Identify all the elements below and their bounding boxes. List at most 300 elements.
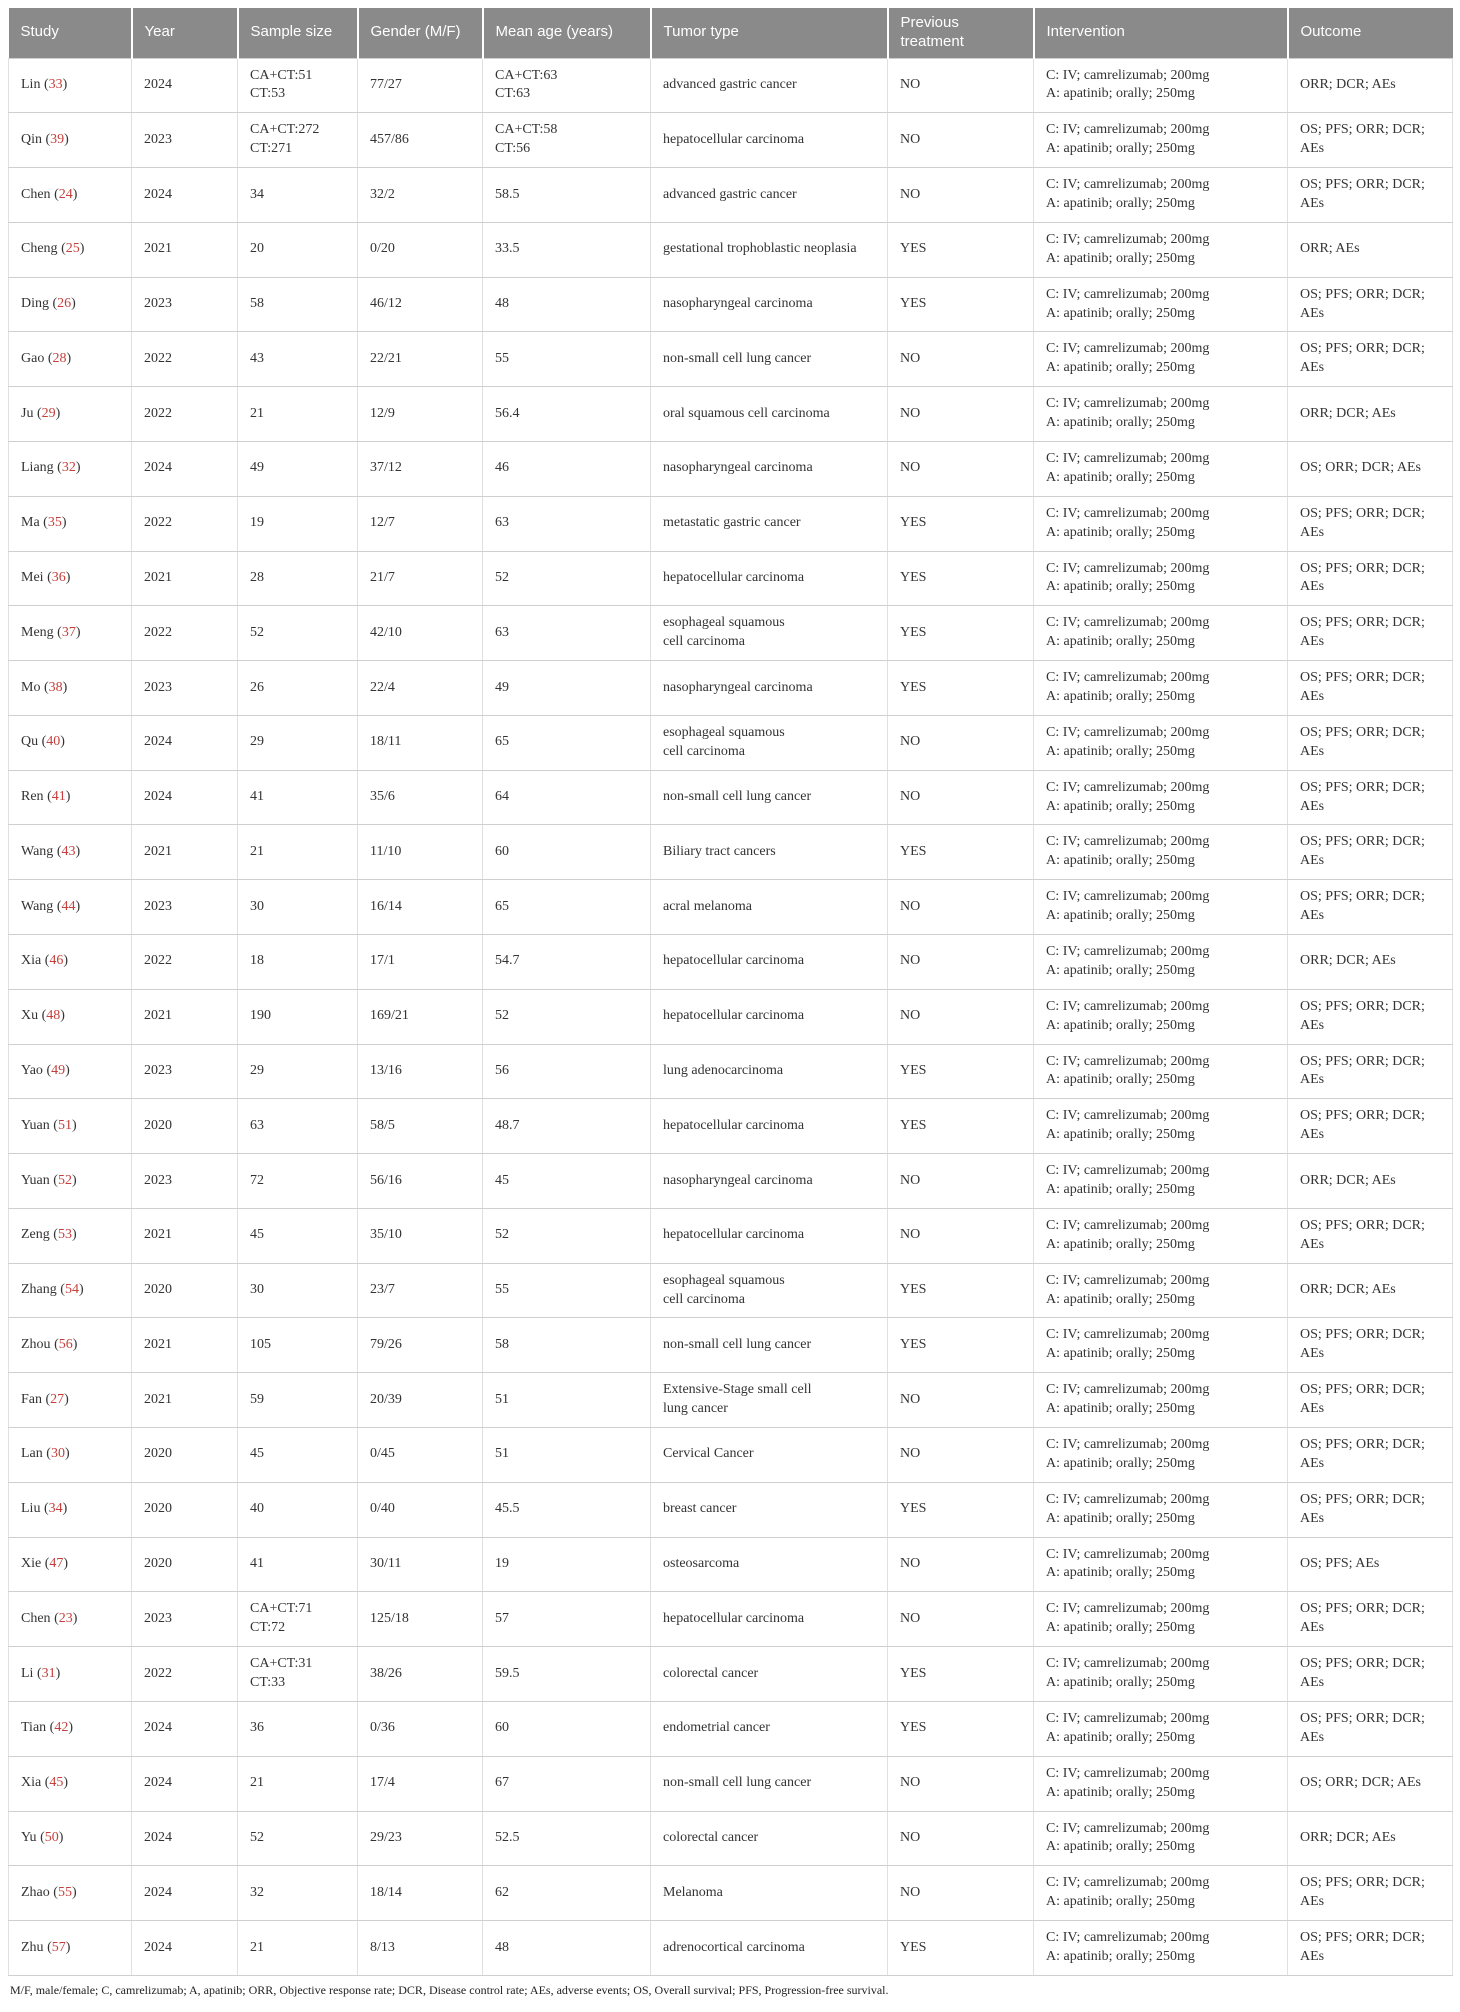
citation-link[interactable]: 48 (46, 1008, 61, 1024)
citation-link[interactable]: 30 (50, 1446, 65, 1462)
cell-previous: NO (888, 1537, 1034, 1592)
cell-outcome: OS; PFS; ORR; DCR; AEs (1288, 1208, 1453, 1263)
cell-tumor: esophageal squamous cell carcinoma (651, 715, 888, 770)
cell-age: 55 (483, 332, 651, 387)
cell-sample: 34 (238, 168, 358, 223)
study-name: Tian (21, 1720, 47, 1736)
cell-age: CA+CT:58 CT:56 (483, 113, 651, 168)
col-header-intervention: Intervention (1034, 8, 1288, 58)
cell-gender: 32/2 (358, 168, 483, 223)
table-row (9, 1263, 1453, 1318)
study-name: Qin (21, 131, 42, 147)
study-name: Liu (21, 1501, 41, 1517)
cell-outcome: OS; ORR; DCR; AEs (1288, 441, 1453, 496)
cell-intervention: C: IV; camrelizumab; 200mg A: apatinib; orally; 250mg (1034, 1756, 1288, 1811)
cell-gender: 30/11 (358, 1537, 483, 1592)
cell-tumor: Melanoma (651, 1866, 888, 1921)
study-name: Chen (21, 186, 51, 202)
citation-link[interactable]: 35 (47, 515, 62, 531)
cell-year: 2023 (132, 113, 238, 168)
cell-gender: 125/18 (358, 1592, 483, 1647)
cell-intervention: C: IV; camrelizumab; 200mg A: apatinib; orally; 250mg (1034, 496, 1288, 551)
cell-age: 58.5 (483, 168, 651, 223)
cell-gender: 23/7 (358, 1263, 483, 1318)
study-name: Mei (21, 569, 44, 585)
citation-link[interactable]: 55 (57, 1884, 72, 1900)
citation-link[interactable]: 46 (49, 953, 64, 969)
cell-age: 58 (483, 1318, 651, 1373)
cell-age: 59.5 (483, 1647, 651, 1702)
cell-tumor: advanced gastric cancer (651, 168, 888, 223)
cell-gender: 457/86 (358, 113, 483, 168)
cell-outcome: OS; PFS; ORR; DCR; AEs (1288, 1044, 1453, 1099)
header-row (9, 8, 1453, 58)
cell-outcome: ORR; DCR; AEs (1288, 58, 1453, 113)
cell-sample: 190 (238, 989, 358, 1044)
cell-year: 2023 (132, 1154, 238, 1209)
table-row (9, 1537, 1453, 1592)
cell-year: 2023 (132, 1592, 238, 1647)
cell-tumor: non-small cell lung cancer (651, 1318, 888, 1373)
citation-link[interactable]: 45 (49, 1775, 64, 1791)
cell-year: 2020 (132, 1099, 238, 1154)
cell-age: 45 (483, 1154, 651, 1209)
citation-link[interactable]: 50 (44, 1829, 59, 1845)
cell-outcome: OS; PFS; ORR; DCR; AEs (1288, 770, 1453, 825)
cell-intervention: C: IV; camrelizumab; 200mg A: apatinib; orally; 250mg (1034, 222, 1288, 277)
table-row (9, 1482, 1453, 1537)
table-row (9, 715, 1453, 770)
cell-previous: NO (888, 1208, 1034, 1263)
cell-age: 63 (483, 606, 651, 661)
cell-gender: 169/21 (358, 989, 483, 1044)
citation-link[interactable]: 23 (58, 1610, 73, 1626)
cell-intervention: C: IV; camrelizumab; 200mg A: apatinib; orally; 250mg (1034, 1428, 1288, 1483)
cell-intervention: C: IV; camrelizumab; 200mg A: apatinib; orally; 250mg (1034, 989, 1288, 1044)
citation-link[interactable]: 25 (65, 241, 80, 257)
citation-link[interactable]: 51 (57, 1117, 72, 1133)
cell-year: 2024 (132, 1811, 238, 1866)
cell-tumor: nasopharyngeal carcinoma (651, 1154, 888, 1209)
study-name: Gao (21, 350, 45, 366)
citation-link[interactable]: 28 (52, 350, 67, 366)
table-row (9, 1428, 1453, 1483)
cell-age: 55 (483, 1263, 651, 1318)
cell-age: 52 (483, 1208, 651, 1263)
col-header-mean-age: Mean age (years) (483, 8, 651, 58)
cell-year: 2022 (132, 1647, 238, 1702)
cell-gender: 8/13 (358, 1921, 483, 1976)
citation-link[interactable]: 56 (58, 1336, 73, 1352)
cell-year: 2022 (132, 387, 238, 442)
cell-previous: NO (888, 715, 1034, 770)
cell-intervention: C: IV; camrelizumab; 200mg A: apatinib; orally; 250mg (1034, 1537, 1288, 1592)
cell-sample: 29 (238, 715, 358, 770)
citation-link[interactable]: 44 (61, 898, 76, 914)
cell-previous: NO (888, 935, 1034, 990)
cell-previous: NO (888, 1811, 1034, 1866)
cell-sample: 63 (238, 1099, 358, 1154)
cell-age: 48 (483, 1921, 651, 1976)
cell-sample: 21 (238, 825, 358, 880)
study-name: Zeng (21, 1227, 50, 1243)
cell-tumor: Biliary tract cancers (651, 825, 888, 880)
study-name: Chen (21, 1610, 51, 1626)
study-name: Zhou (21, 1336, 51, 1352)
cell-study: Zhang (54) (9, 1263, 132, 1318)
cell-age: 52.5 (483, 1811, 651, 1866)
cell-outcome: OS; PFS; ORR; DCR; AEs (1288, 1373, 1453, 1428)
cell-study: Fan (27) (9, 1373, 132, 1428)
cell-age: 65 (483, 880, 651, 935)
cell-gender: 58/5 (358, 1099, 483, 1154)
study-name: Xia (21, 1775, 42, 1791)
cell-year: 2022 (132, 496, 238, 551)
cell-previous: NO (888, 1756, 1034, 1811)
citation-link[interactable]: 27 (50, 1391, 65, 1407)
citation-link[interactable]: 39 (50, 131, 65, 147)
study-name: Zhu (21, 1939, 44, 1955)
cell-age: 65 (483, 715, 651, 770)
study-name: Wang (21, 843, 54, 859)
cell-year: 2024 (132, 715, 238, 770)
study-name: Zhao (21, 1884, 50, 1900)
citation-link[interactable]: 57 (51, 1939, 66, 1955)
cell-gender: 16/14 (358, 880, 483, 935)
citation-link[interactable]: 49 (51, 1063, 66, 1078)
cell-previous: NO (888, 989, 1034, 1044)
cell-intervention: C: IV; camrelizumab; 200mg A: apatinib; orally; 250mg (1034, 1866, 1288, 1921)
cell-previous: NO (888, 1866, 1034, 1921)
cell-outcome: OS; ORR; DCR; AEs (1288, 1756, 1453, 1811)
cell-tumor: Cervical Cancer (651, 1428, 888, 1483)
study-name: Ma (21, 515, 40, 531)
cell-previous: NO (888, 58, 1034, 113)
cell-intervention: C: IV; camrelizumab; 200mg A: apatinib; orally; 250mg (1034, 58, 1288, 113)
cell-age: 67 (483, 1756, 651, 1811)
cell-gender: 18/14 (358, 1866, 483, 1921)
table-row (9, 1154, 1453, 1209)
cell-sample: 43 (238, 332, 358, 387)
cell-outcome: ORR; DCR; AEs (1288, 935, 1453, 990)
cell-tumor: breast cancer (651, 1482, 888, 1537)
cell-outcome: OS; PFS; ORR; DCR; AEs (1288, 1921, 1453, 1976)
table-row (9, 441, 1453, 496)
cell-tumor: advanced gastric cancer (651, 58, 888, 113)
cell-sample: CA+CT:272 CT:271 (238, 113, 358, 168)
cell-gender: 13/16 (358, 1044, 483, 1099)
cell-previous: YES (888, 551, 1034, 606)
cell-study: Lin (33) (9, 58, 132, 113)
cell-intervention: C: IV; camrelizumab; 200mg A: apatinib; orally; 250mg (1034, 1373, 1288, 1428)
study-name: Ju (21, 405, 34, 421)
cell-study: Zhu (57) (9, 1921, 132, 1976)
cell-previous: YES (888, 825, 1034, 880)
cell-previous: YES (888, 1318, 1034, 1373)
cell-age: 63 (483, 496, 651, 551)
cell-age: 60 (483, 825, 651, 880)
table-row (9, 1756, 1453, 1811)
cell-intervention: C: IV; camrelizumab; 200mg A: apatinib; orally; 250mg (1034, 168, 1288, 223)
cell-outcome: OS; PFS; ORR; DCR; AEs (1288, 661, 1453, 716)
cell-study: Ma (35) (9, 496, 132, 551)
cell-gender: 17/4 (358, 1756, 483, 1811)
table-row (9, 1701, 1453, 1756)
cell-study: Yuan (51) (9, 1099, 132, 1154)
col-header-year: Year (132, 8, 238, 58)
cell-intervention: C: IV; camrelizumab; 200mg A: apatinib; orally; 250mg (1034, 332, 1288, 387)
cell-gender: 56/16 (358, 1154, 483, 1209)
cell-sample: 45 (238, 1208, 358, 1263)
cell-study: Lan (30) (9, 1428, 132, 1483)
study-name: Lin (21, 76, 41, 92)
cell-previous: YES (888, 277, 1034, 332)
cell-study: Zhou (56) (9, 1318, 132, 1373)
study-name: Xia (21, 953, 42, 969)
table-row (9, 825, 1453, 880)
study-name: Qu (21, 734, 39, 750)
citation-link[interactable]: 54 (64, 1282, 79, 1298)
cell-sample: 105 (238, 1318, 358, 1373)
citation-link[interactable]: 47 (49, 1556, 64, 1572)
citation-link[interactable]: 43 (61, 843, 76, 859)
cell-outcome: ORR; DCR; AEs (1288, 387, 1453, 442)
cell-year: 2024 (132, 441, 238, 496)
cell-outcome: ORR; AEs (1288, 222, 1453, 277)
table-row (9, 1373, 1453, 1428)
cell-age: 60 (483, 1701, 651, 1756)
cell-age: 45.5 (483, 1482, 651, 1537)
citation-link[interactable]: 38 (48, 679, 63, 695)
cell-tumor: hepatocellular carcinoma (651, 1099, 888, 1154)
cell-tumor: hepatocellular carcinoma (651, 989, 888, 1044)
table-row (9, 661, 1453, 716)
cell-gender: 0/36 (358, 1701, 483, 1756)
cell-study: Qu (40) (9, 715, 132, 770)
cell-gender: 18/11 (358, 715, 483, 770)
cell-previous: YES (888, 1263, 1034, 1318)
cell-year: 2021 (132, 551, 238, 606)
cell-age: 57 (483, 1592, 651, 1647)
cell-year: 2021 (132, 1373, 238, 1428)
cell-tumor: oral squamous cell carcinoma (651, 387, 888, 442)
cell-year: 2024 (132, 58, 238, 113)
citation-link[interactable]: 36 (51, 569, 66, 585)
cell-sample: CA+CT:51 CT:53 (238, 58, 358, 113)
cell-sample: 72 (238, 1154, 358, 1209)
cell-study: Ju (29) (9, 387, 132, 442)
cell-study: Ding (26) (9, 277, 132, 332)
study-name: Xu (21, 1008, 39, 1024)
cell-tumor: hepatocellular carcinoma (651, 113, 888, 168)
cell-gender: 42/10 (358, 606, 483, 661)
studies-table (8, 8, 1453, 1976)
cell-outcome: OS; PFS; ORR; DCR; AEs (1288, 1428, 1453, 1483)
cell-outcome: OS; PFS; ORR; DCR; AEs (1288, 1701, 1453, 1756)
citation-link[interactable]: 26 (57, 296, 72, 312)
cell-intervention: C: IV; camrelizumab; 200mg A: apatinib; orally; 250mg (1034, 1208, 1288, 1263)
study-name: Ding (21, 296, 49, 312)
cell-year: 2021 (132, 989, 238, 1044)
table-row (9, 1592, 1453, 1647)
cell-study: Mo (38) (9, 661, 132, 716)
cell-study: Yao (49) (9, 1044, 132, 1099)
cell-gender: 37/12 (358, 441, 483, 496)
cell-year: 2022 (132, 332, 238, 387)
cell-gender: 12/7 (358, 496, 483, 551)
cell-study: Chen (23) (9, 1592, 132, 1647)
col-header-gender: Gender (M/F) (358, 8, 483, 58)
table-row (9, 277, 1453, 332)
study-name: Zhang (21, 1282, 57, 1298)
cell-study: Xu (48) (9, 989, 132, 1044)
cell-previous: NO (888, 168, 1034, 223)
cell-outcome: OS; PFS; ORR; DCR; AEs (1288, 825, 1453, 880)
study-name: Wang (21, 898, 54, 914)
cell-sample: 30 (238, 880, 358, 935)
cell-sample: 40 (238, 1482, 358, 1537)
cell-sample: 20 (238, 222, 358, 277)
cell-tumor: non-small cell lung cancer (651, 1756, 888, 1811)
cell-sample: 19 (238, 496, 358, 551)
table-row (9, 989, 1453, 1044)
cell-gender: 21/7 (358, 551, 483, 606)
cell-gender: 0/20 (358, 222, 483, 277)
cell-sample: 28 (238, 551, 358, 606)
cell-year: 2023 (132, 277, 238, 332)
citation-link[interactable]: 31 (41, 1665, 56, 1681)
citation-link[interactable]: 32 (61, 460, 76, 476)
table-row (9, 1811, 1453, 1866)
citation-link[interactable]: 40 (46, 734, 61, 750)
citation-link[interactable]: 33 (48, 76, 63, 92)
table-row (9, 168, 1453, 223)
cell-intervention: C: IV; camrelizumab; 200mg A: apatinib; orally; 250mg (1034, 1318, 1288, 1373)
cell-previous: YES (888, 1044, 1034, 1099)
cell-outcome: OS; PFS; ORR; DCR; AEs (1288, 989, 1453, 1044)
cell-tumor: acral melanoma (651, 880, 888, 935)
cell-previous: YES (888, 1647, 1034, 1702)
cell-year: 2023 (132, 880, 238, 935)
cell-gender: 35/6 (358, 770, 483, 825)
cell-sample: 41 (238, 1537, 358, 1592)
cell-outcome: OS; PFS; ORR; DCR; AEs (1288, 1647, 1453, 1702)
cell-age: 51 (483, 1428, 651, 1483)
table-row (9, 496, 1453, 551)
cell-study: Tian (42) (9, 1701, 132, 1756)
cell-previous: YES (888, 496, 1034, 551)
cell-intervention: C: IV; camrelizumab; 200mg A: apatinib; orally; 250mg (1034, 661, 1288, 716)
cell-intervention: C: IV; camrelizumab; 200mg A: apatinib; orally; 250mg (1034, 277, 1288, 332)
citation-link[interactable]: 29 (41, 405, 56, 421)
cell-sample: 59 (238, 1373, 358, 1428)
citation-link[interactable]: 37 (61, 624, 76, 640)
study-name: Lan (21, 1446, 43, 1462)
study-name: Meng (21, 624, 54, 640)
cell-age: 48 (483, 277, 651, 332)
cell-year: 2024 (132, 1921, 238, 1976)
cell-year: 2024 (132, 168, 238, 223)
cell-previous: YES (888, 1921, 1034, 1976)
cell-tumor: hepatocellular carcinoma (651, 1592, 888, 1647)
cell-previous: YES (888, 222, 1034, 277)
cell-year: 2021 (132, 1318, 238, 1373)
citation-link[interactable]: 52 (57, 1172, 72, 1188)
cell-sample: 58 (238, 277, 358, 332)
cell-previous: NO (888, 1154, 1034, 1209)
cell-previous: NO (888, 113, 1034, 168)
study-name: Yao (21, 1063, 43, 1078)
cell-sample: 21 (238, 1921, 358, 1976)
cell-tumor: colorectal cancer (651, 1811, 888, 1866)
cell-sample: 32 (238, 1866, 358, 1921)
table-row (9, 387, 1453, 442)
cell-age: 19 (483, 1537, 651, 1592)
cell-tumor: esophageal squamous cell carcinoma (651, 1263, 888, 1318)
cell-gender: 77/27 (358, 58, 483, 113)
study-name: Liang (21, 460, 54, 476)
cell-intervention: C: IV; camrelizumab; 200mg A: apatinib; orally; 250mg (1034, 1044, 1288, 1099)
cell-age: 51 (483, 1373, 651, 1428)
cell-intervention: C: IV; camrelizumab; 200mg A: apatinib; orally; 250mg (1034, 825, 1288, 880)
col-header-study: Study (9, 8, 132, 58)
cell-previous: NO (888, 1373, 1034, 1428)
citation-link[interactable]: 41 (51, 789, 66, 805)
cell-study: Xia (45) (9, 1756, 132, 1811)
table-row (9, 1099, 1453, 1154)
table-row (9, 935, 1453, 990)
cell-sample: 49 (238, 441, 358, 496)
cell-study: Liu (34) (9, 1482, 132, 1537)
cell-year: 2023 (132, 1044, 238, 1099)
citation-link[interactable]: 53 (57, 1227, 72, 1243)
cell-study: Xia (46) (9, 935, 132, 990)
table-row (9, 1866, 1453, 1921)
table-row (9, 1208, 1453, 1263)
cell-intervention: C: IV; camrelizumab; 200mg A: apatinib; orally; 250mg (1034, 113, 1288, 168)
cell-intervention: C: IV; camrelizumab; 200mg A: apatinib; orally; 250mg (1034, 1482, 1288, 1537)
cell-age: 46 (483, 441, 651, 496)
cell-outcome: OS; PFS; ORR; DCR; AEs (1288, 1866, 1453, 1921)
cell-previous: NO (888, 1428, 1034, 1483)
cell-sample: 41 (238, 770, 358, 825)
table-row (9, 1044, 1453, 1099)
cell-sample: 21 (238, 387, 358, 442)
cell-study: Chen (24) (9, 168, 132, 223)
cell-intervention: C: IV; camrelizumab; 200mg A: apatinib; orally; 250mg (1034, 1592, 1288, 1647)
cell-outcome: OS; PFS; ORR; DCR; AEs (1288, 880, 1453, 935)
cell-intervention: C: IV; camrelizumab; 200mg A: apatinib; orally; 250mg (1034, 606, 1288, 661)
citation-link[interactable]: 34 (48, 1501, 63, 1517)
cell-previous: YES (888, 661, 1034, 716)
col-header-tumor-type: Tumor type (651, 8, 888, 58)
table-row (9, 1921, 1453, 1976)
cell-outcome: OS; PFS; ORR; DCR; AEs (1288, 715, 1453, 770)
citation-link[interactable]: 42 (54, 1720, 69, 1736)
cell-year: 2020 (132, 1428, 238, 1483)
cell-outcome: OS; PFS; ORR; DCR; AEs (1288, 1099, 1453, 1154)
cell-age: 52 (483, 551, 651, 606)
cell-tumor: metastatic gastric cancer (651, 496, 888, 551)
cell-study: Liang (32) (9, 441, 132, 496)
cell-previous: NO (888, 387, 1034, 442)
cell-study: Li (31) (9, 1647, 132, 1702)
cell-year: 2024 (132, 1701, 238, 1756)
cell-tumor: nasopharyngeal carcinoma (651, 441, 888, 496)
cell-year: 2024 (132, 1866, 238, 1921)
cell-intervention: C: IV; camrelizumab; 200mg A: apatinib; orally; 250mg (1034, 441, 1288, 496)
citation-link[interactable]: 24 (58, 186, 73, 202)
